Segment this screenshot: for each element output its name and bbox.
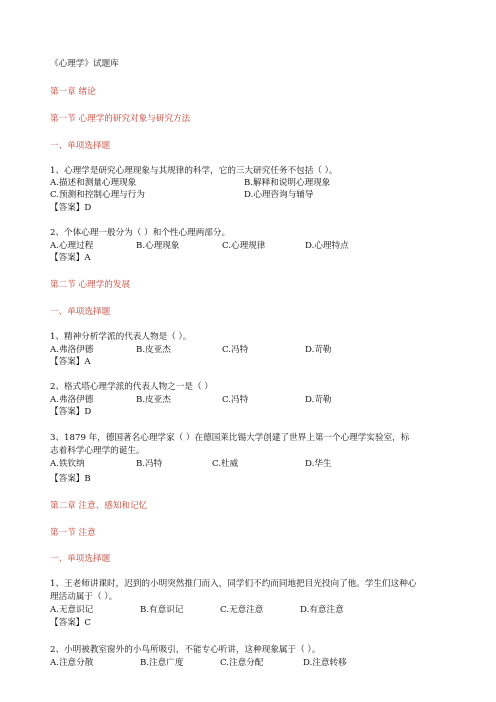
answer: 【答案】A	[50, 357, 91, 367]
option-d: D.注意转移	[303, 658, 347, 668]
option-a: A.心理过程	[50, 241, 94, 251]
ch1-section-1-title: 第一节 心理学的研究对象与研究方法	[50, 114, 191, 124]
option-b: B.皮亚杰	[136, 395, 171, 405]
option-c: C.无意注意	[220, 605, 264, 615]
ch1-section-2-title: 第二节 心理学的发展	[50, 280, 131, 290]
ch1-s2-part-heading: 一、单项选择题	[50, 307, 111, 317]
answer: 【答案】C	[50, 618, 91, 628]
option-a: A.无意识记	[50, 605, 94, 615]
option-c: C.心理规律	[222, 241, 266, 251]
question-stem: 2、小明被教室窗外的小鸟所吸引，不能专心听讲，这种现象属于（ ）。	[50, 645, 321, 655]
option-b: B.心理现象	[136, 241, 180, 251]
question-stem-line-1: 3、1879 年，德国著名心理学家（ ）在德国莱比锡大学创建了世界上第一个心理学实验室，标	[50, 433, 410, 443]
option-d: D.心理特点	[305, 241, 349, 251]
answer: 【答案】A	[50, 253, 91, 263]
answer: 【答案】D	[50, 203, 92, 213]
chapter-2-title: 第二章 注意、感知和记忆	[50, 501, 148, 511]
question-stem: 1、精神分析学派的代表人物是（ ）。	[50, 332, 192, 342]
document-title: 《心理学》试题库	[50, 59, 119, 69]
question-stem: 1、心理学是研究心理现象与其规律的科学，它的三大研究任务不包括（ ）。	[50, 166, 338, 176]
option-d: D.苛勒	[305, 395, 332, 405]
question-stem-line-2: 理活动属于（ ）。	[50, 592, 118, 602]
question-stem-line-1: 1、王老师讲课时，迟到的小明突然推门而入，同学们不约而同地把目光投向了他。学生们这种心	[50, 579, 417, 589]
option-b: B.解释和说明心理现象	[244, 178, 331, 188]
option-b: B.注意广度	[140, 658, 184, 668]
ch2-s1-part-heading: 一、单项选择题	[50, 554, 111, 564]
option-d: D.心理咨询与辅导	[244, 190, 314, 200]
option-c: C.注意分配	[220, 658, 264, 668]
ch1-s1-part-heading: 一、单项选择题	[50, 141, 111, 151]
question-stem: 2、格式塔心理学派的代表人物之一是（ ）	[50, 382, 213, 392]
option-b: B.皮亚杰	[136, 345, 171, 355]
answer: 【答案】D	[50, 407, 92, 417]
chapter-1-title: 第一章 绪论	[50, 87, 96, 97]
option-c: C.冯特	[222, 395, 249, 405]
option-d: D.有意注意	[300, 605, 344, 615]
option-a: A.弗洛伊德	[50, 345, 94, 355]
option-c: C.预测和控制心理与行为	[50, 190, 145, 200]
question-stem-line-2: 志着科学心理学的诞生。	[50, 446, 145, 456]
option-b: B.冯特	[136, 459, 163, 469]
option-a: A.弗洛伊德	[50, 395, 94, 405]
option-a: A.描述和测量心理现象	[50, 178, 137, 188]
option-d: D.苛勒	[305, 345, 332, 355]
question-stem: 2、个体心理一般分为（ ）和个性心理两部分。	[50, 228, 231, 238]
option-c: C.冯特	[222, 345, 249, 355]
option-b: B.有意识记	[140, 605, 184, 615]
answer: 【答案】B	[50, 474, 91, 484]
ch2-section-1-title: 第一节 注意	[50, 528, 96, 538]
option-d: D.华生	[305, 459, 332, 469]
option-a: A.铁钦纳	[50, 459, 85, 469]
option-c: C.杜威	[212, 459, 239, 469]
option-a: A.注意分散	[50, 658, 94, 668]
